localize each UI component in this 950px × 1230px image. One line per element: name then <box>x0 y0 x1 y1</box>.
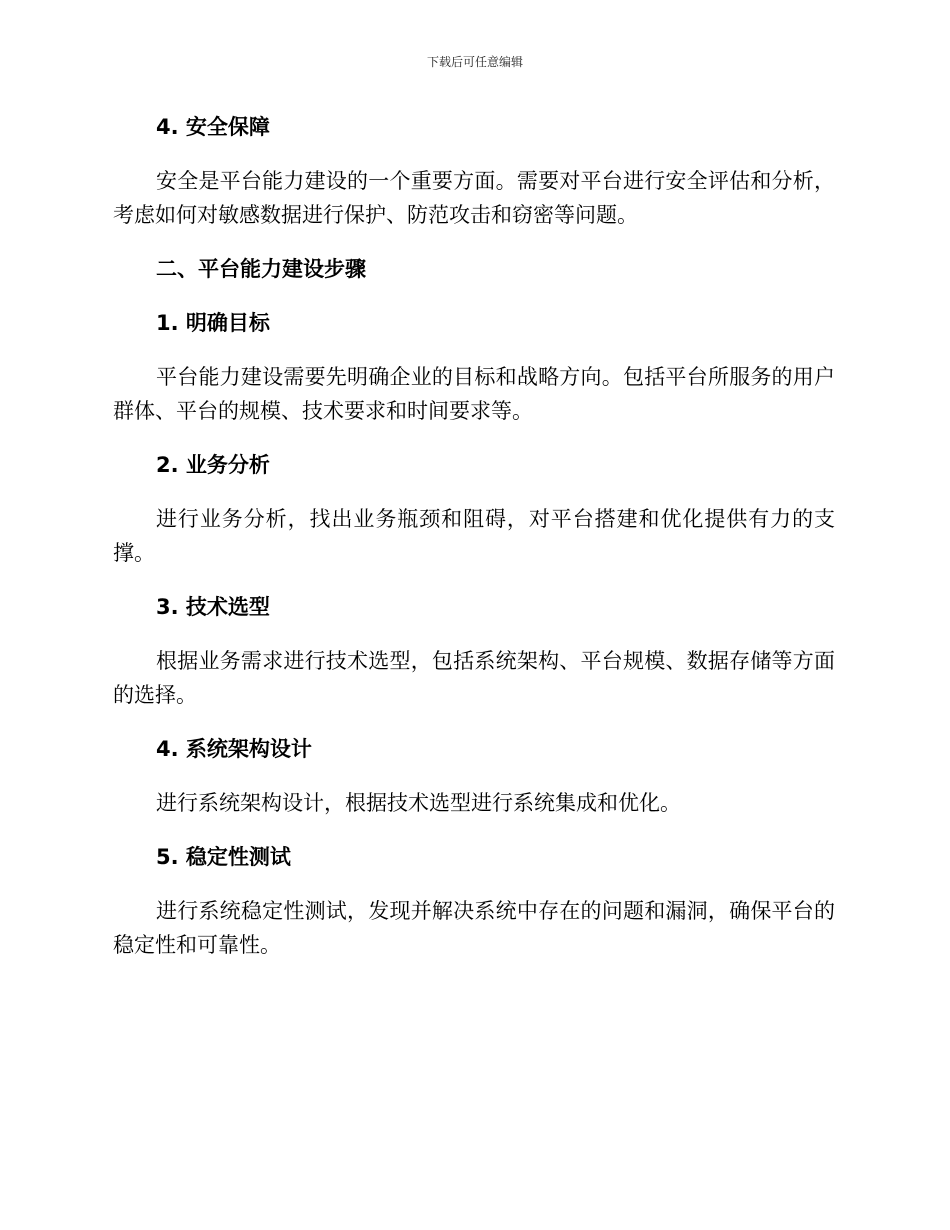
paragraph-architecture: 进行系统架构设计，根据技术选型进行系统集成和优化。 <box>156 791 681 815</box>
section-heading-architecture: 4. 系统架构设计 <box>156 737 312 761</box>
document-body <box>113 110 835 982</box>
paragraph-tech-selection: 根据业务需求进行技术选型，包括系统架构、平台规模、数据存储等方面的选择。 <box>113 649 835 707</box>
section-heading-business-analysis: 2. 业务分析 <box>156 453 270 477</box>
paragraph-stability-testing: 进行系统稳定性测试，发现并解决系统中存在的问题和漏洞，确保平台的稳定性和可靠性。 <box>113 899 835 957</box>
paragraph-goals: 平台能力建设需要先明确企业的目标和战略方向。包括平台所服务的用户群体、平台的规模、技术要求和时间要求等。 <box>113 365 835 423</box>
section-heading-tech-selection: 3. 技术选型 <box>156 595 270 619</box>
paragraph-business-analysis: 进行业务分析，找出业务瓶颈和阻碍，对平台搭建和优化提供有力的支撑。 <box>113 507 835 565</box>
paragraph-security: 安全是平台能力建设的一个重要方面。需要对平台进行安全评估和分析，考虑如何对敏感数据进行保护、防范攻击和窃密等问题。 <box>113 169 835 227</box>
chapter-heading-steps: 二、平台能力建设步骤 <box>156 257 366 281</box>
page-header: 下载后可任意编辑 <box>426 55 523 69</box>
section-heading-stability-testing: 5. 稳定性测试 <box>156 845 291 869</box>
section-heading-goals: 1. 明确目标 <box>156 311 270 335</box>
section-heading-security: 4. 安全保障 <box>156 115 270 139</box>
